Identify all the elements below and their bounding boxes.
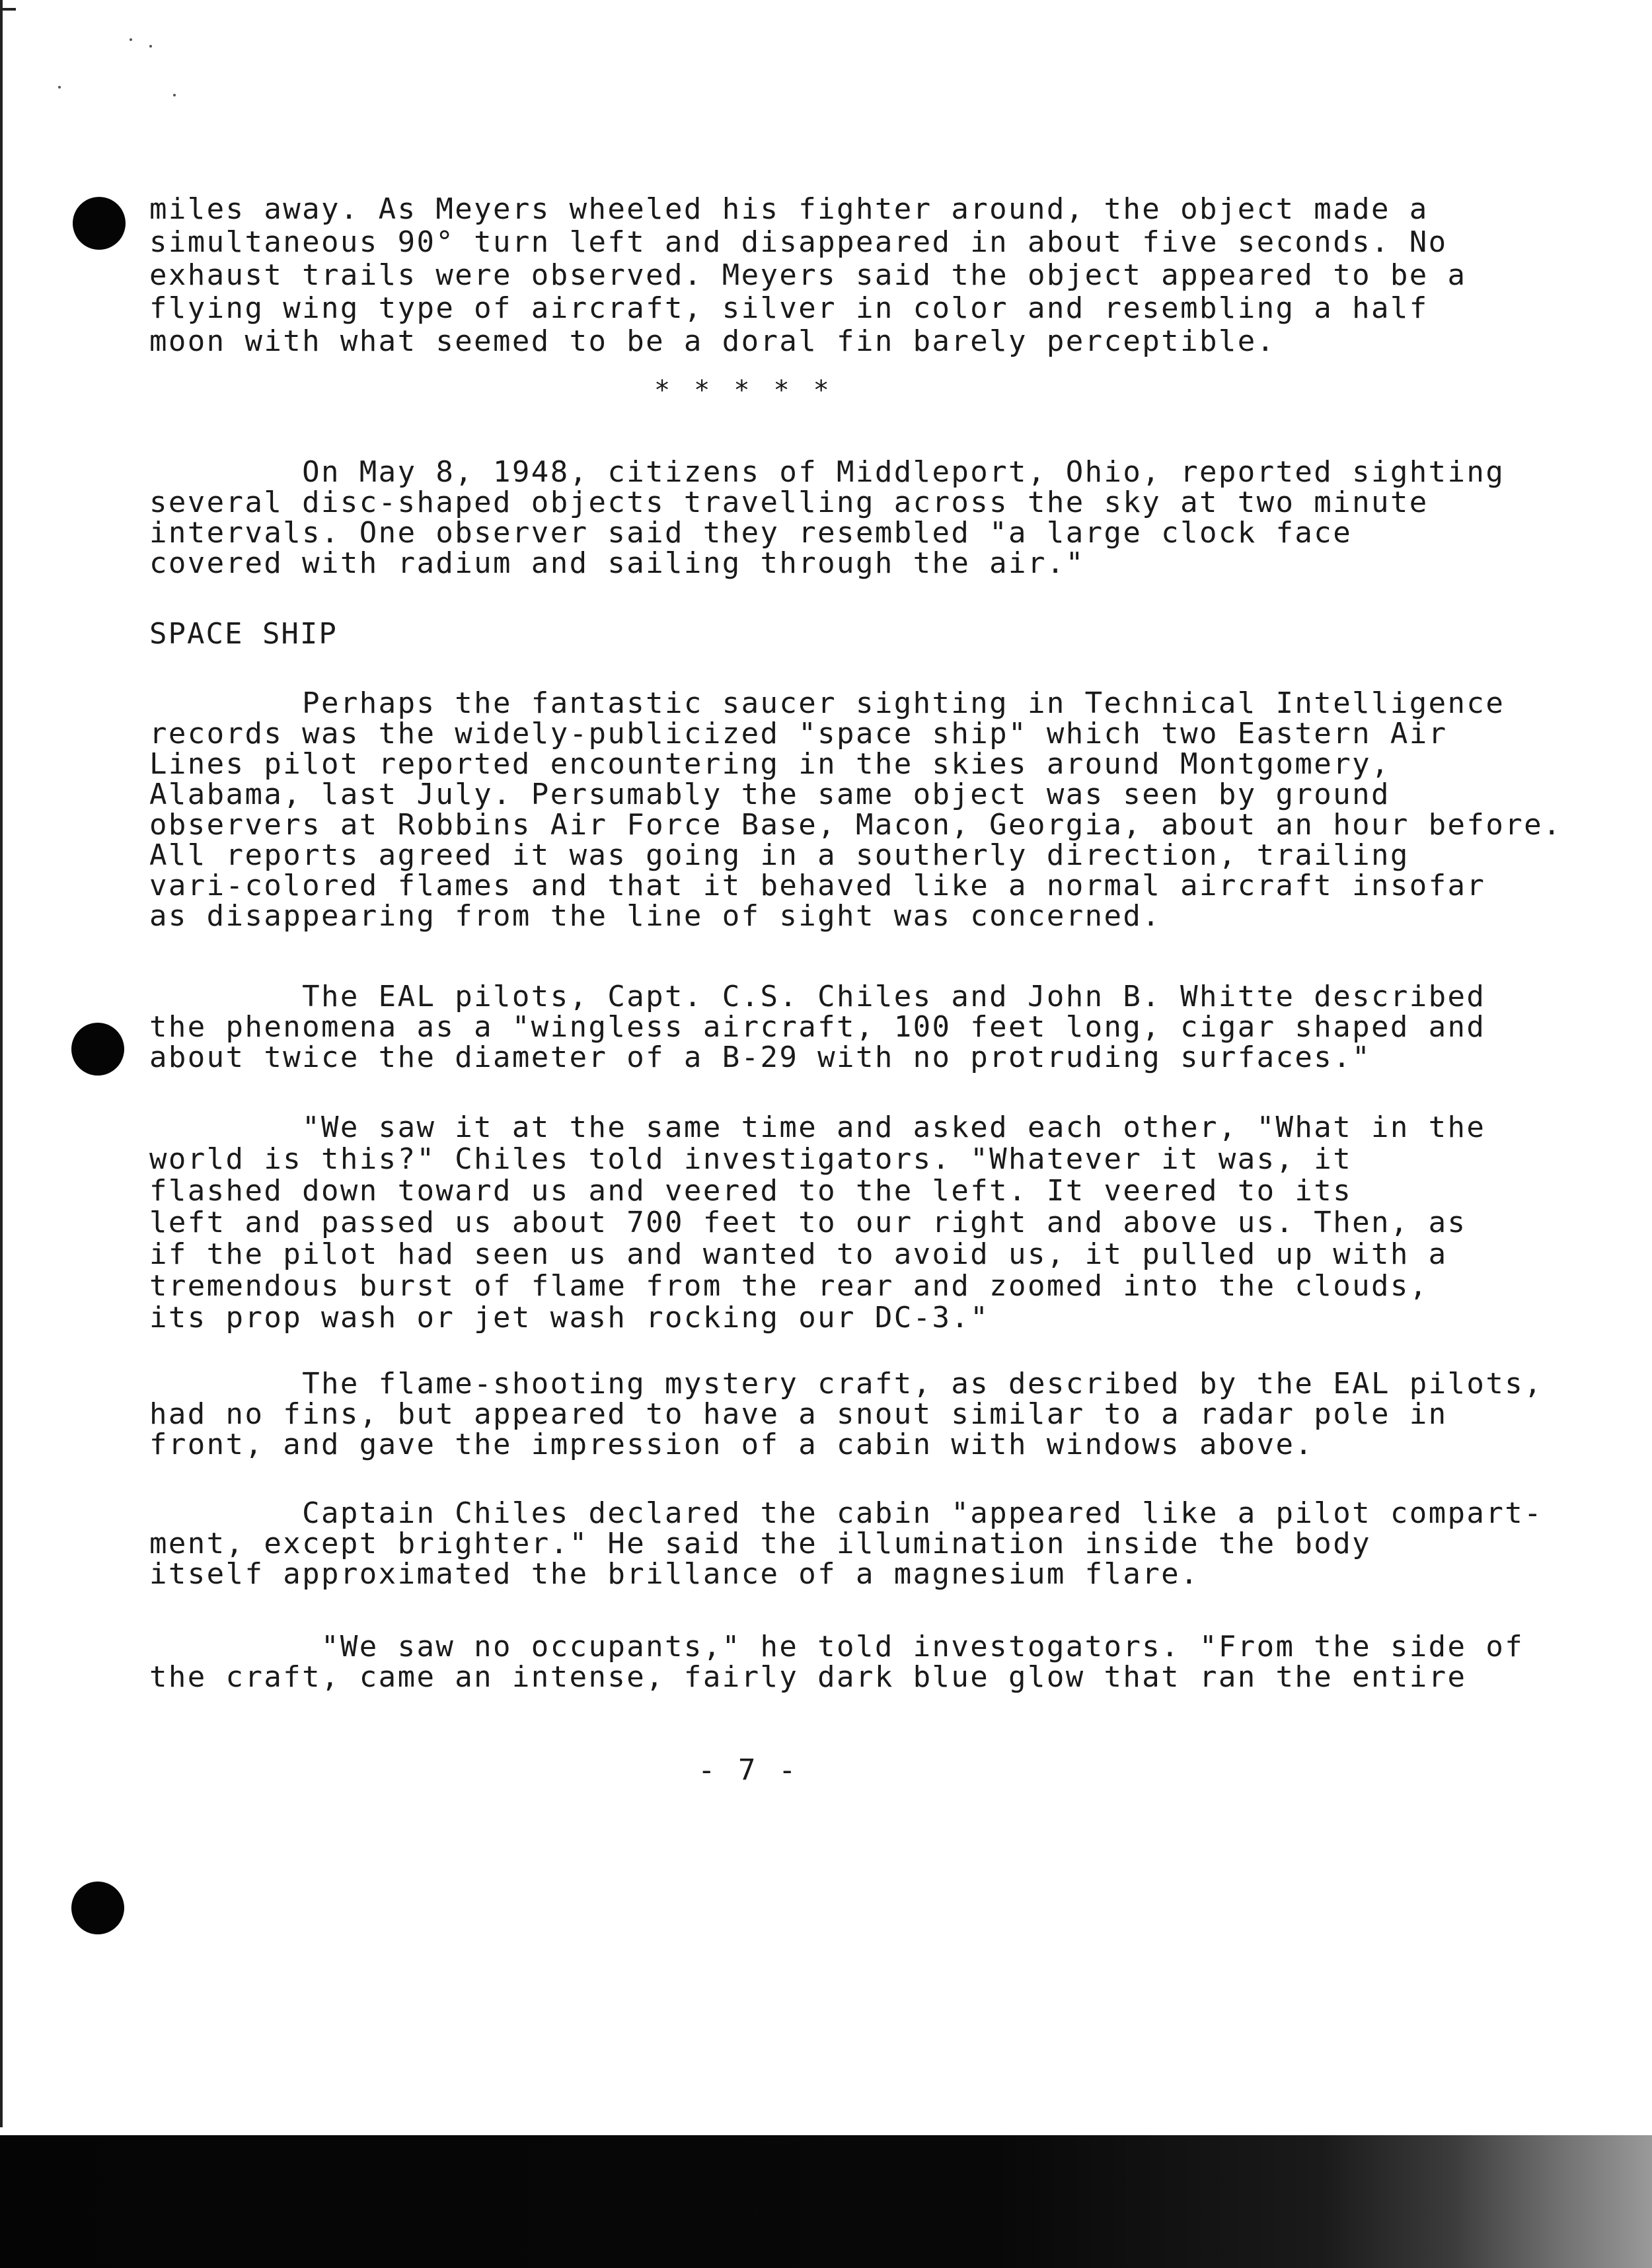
scan-edge-mark bbox=[0, 0, 3, 2127]
text-line: vari-colored flames and that it behaved like a normal aircraft insofar bbox=[149, 869, 1486, 902]
punch-hole bbox=[73, 197, 126, 250]
text-line: ment, except brighter." He said the illumination inside the body bbox=[149, 1527, 1371, 1560]
text-line: Lines pilot reported encountering in the skies around Montgomery, bbox=[149, 747, 1390, 781]
text-line: covered with radium and sailing through the air." bbox=[149, 546, 1085, 580]
text-line: world is this?" Chiles told investigators. "Whatever it was, it bbox=[149, 1142, 1353, 1176]
text-line: tremendous burst of flame from the rear and zoomed into the clouds, bbox=[149, 1269, 1429, 1303]
text-line: "We saw no occupants," he told investogators. "From the side of bbox=[149, 1630, 1524, 1664]
text-line: the craft, came an intense, fairly dark blue glow that ran the entire bbox=[149, 1660, 1467, 1694]
text-line: intervals. One observer said they resembled "a large clock face bbox=[149, 516, 1353, 550]
text-line: "We saw it at the same time and asked each other, "What in the bbox=[149, 1111, 1486, 1144]
text-line: left and passed us about 700 feet to our right and above us. Then, as bbox=[149, 1206, 1467, 1239]
text-line: as disappearing from the line of sight was concerned. bbox=[149, 899, 1162, 933]
text-line: miles away. As Meyers wheeled his fighter around, the object made a bbox=[149, 192, 1429, 226]
text-line: Perhaps the fantastic saucer sighting in Technical Intelligence bbox=[149, 686, 1505, 720]
text-line: The flame-shooting mystery craft, as described by the EAL pilots, bbox=[149, 1367, 1543, 1401]
scan-speck bbox=[130, 38, 132, 41]
text-line: flying wing type of aircraft, silver in color and resembling a half bbox=[149, 291, 1429, 325]
text-line: about twice the diameter of a B-29 with no protruding surfaces." bbox=[149, 1041, 1371, 1074]
scanner-shadow-bar bbox=[0, 2135, 1652, 2268]
scan-speck bbox=[173, 94, 176, 96]
text-line: its prop wash or jet wash rocking our DC-3." bbox=[149, 1301, 990, 1335]
text-line: simultaneous 90° turn left and disappeared in about five seconds. No bbox=[149, 225, 1448, 259]
section-heading: SPACE SHIP bbox=[149, 617, 338, 651]
text-line: observers at Robbins Air Force Base, Macon, Georgia, about an hour before. bbox=[149, 808, 1562, 842]
text-line: front, and gave the impression of a cabin with windows above. bbox=[149, 1428, 1314, 1461]
text-line: On May 8, 1948, citizens of Middleport, Ohio, reported sighting bbox=[149, 455, 1505, 489]
text-line: The EAL pilots, Capt. C.S. Chiles and John B. Whitte described bbox=[149, 980, 1486, 1013]
scan-edge-tick bbox=[0, 8, 16, 11]
section-separator: * * * * * bbox=[654, 375, 833, 406]
scan-speck bbox=[58, 86, 61, 89]
text-line: records was the widely-publicized "space ship" which two Eastern Air bbox=[149, 717, 1448, 750]
text-line: had no fins, but appeared to have a snout similar to a radar pole in bbox=[149, 1397, 1448, 1431]
page-number: - 7 - bbox=[698, 1753, 799, 1787]
text-line: if the pilot had seen us and wanted to avoid us, it pulled up with a bbox=[149, 1237, 1448, 1271]
text-line: Captain Chiles declared the cabin "appeared like a pilot compart- bbox=[149, 1496, 1543, 1530]
text-line: several disc-shaped objects travelling across the sky at two minute bbox=[149, 486, 1429, 519]
text-line: flashed down toward us and veered to the left. It veered to its bbox=[149, 1174, 1353, 1208]
text-line: exhaust trails were observed. Meyers said the object appeared to be a bbox=[149, 258, 1467, 292]
text-line: the phenomena as a "wingless aircraft, 100 feet long, cigar shaped and bbox=[149, 1010, 1486, 1044]
text-line: itself approximated the brillance of a magnesium flare. bbox=[149, 1557, 1199, 1591]
text-line: moon with what seemed to be a doral fin barely perceptible. bbox=[149, 324, 1276, 358]
text-line: Alabama, last July. Persumably the same object was seen by ground bbox=[149, 778, 1390, 811]
scan-speck bbox=[149, 45, 152, 48]
text-line: All reports agreed it was going in a southerly direction, trailing bbox=[149, 838, 1409, 872]
punch-hole bbox=[71, 1023, 124, 1076]
punch-hole bbox=[71, 1882, 124, 1934]
